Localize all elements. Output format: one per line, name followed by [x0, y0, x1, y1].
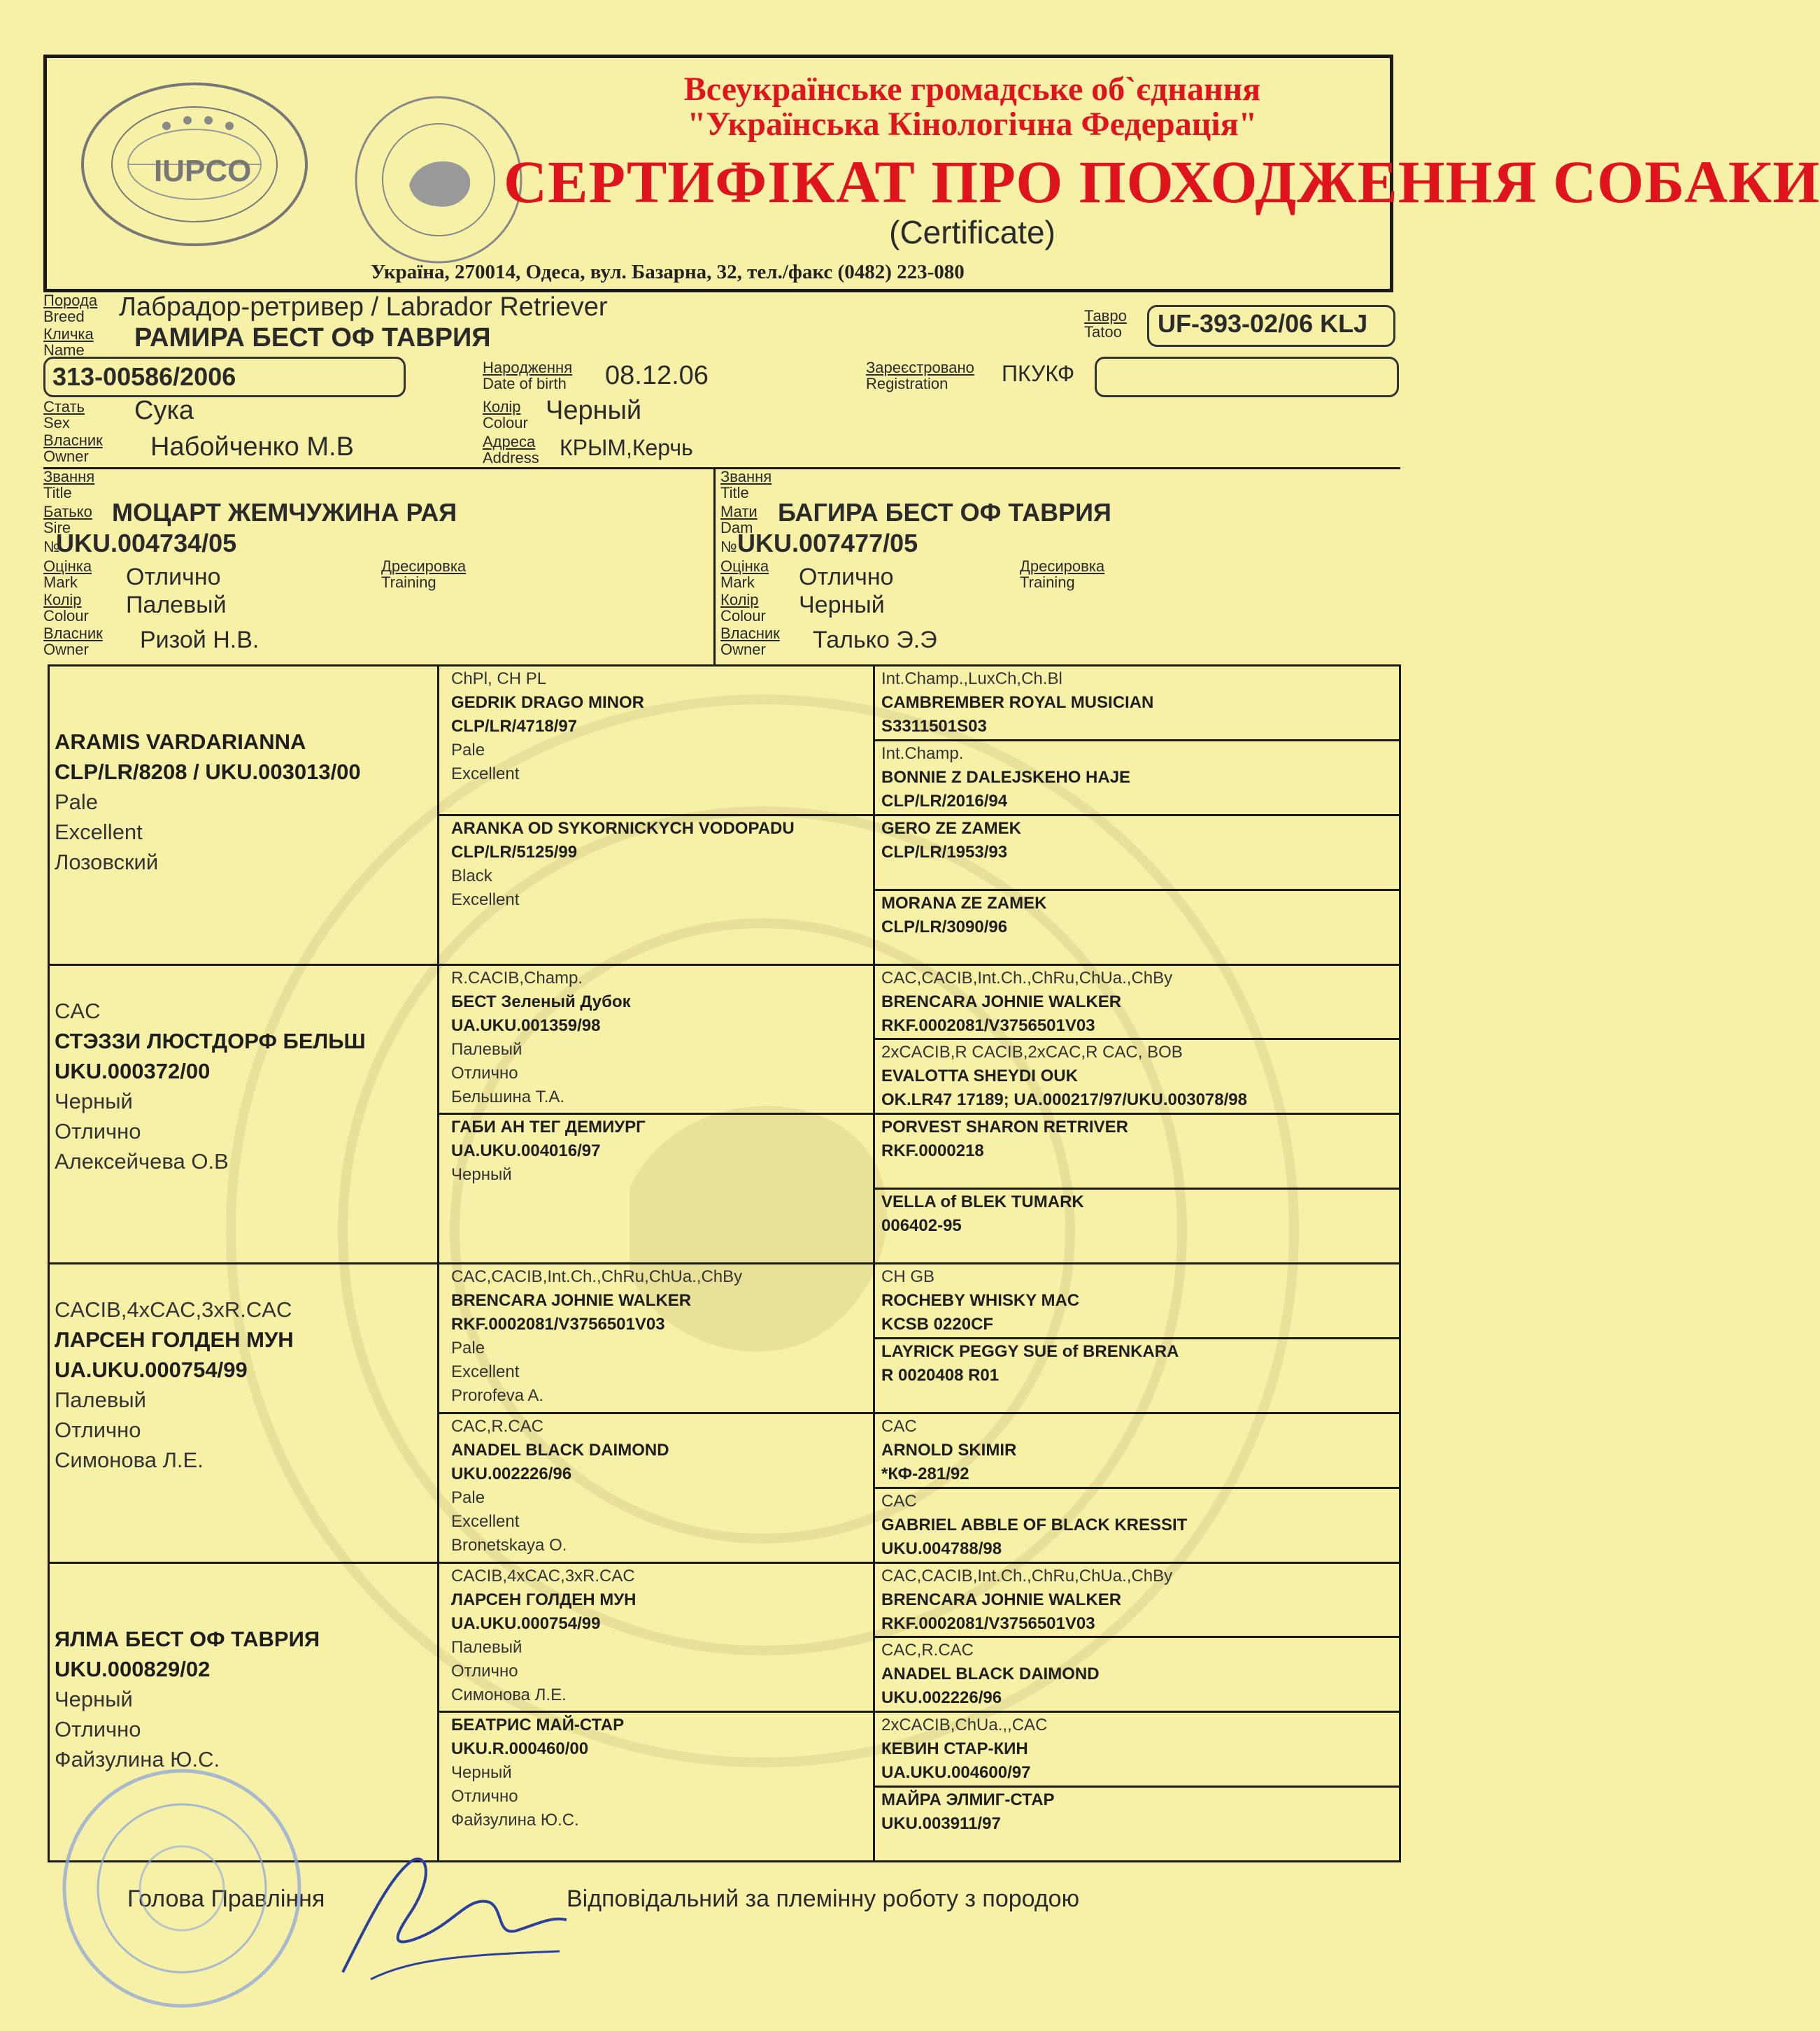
ancestor-number: UKU.004788/98: [881, 1539, 1002, 1558]
ancestor-colour: Pale: [451, 741, 485, 760]
pedigree-gen4-ancestor: [881, 965, 1395, 1037]
dam-number: UKU.007477/05: [737, 529, 918, 557]
pedigree-gen4-ancestor: [881, 1264, 1395, 1336]
ancestor-title: CACIB,4xCAC,3xR.CAC: [55, 1297, 292, 1322]
iupco-logo-text: IUPCO: [154, 154, 252, 188]
pedigree-gen4-ancestor: [881, 1712, 1395, 1784]
dam-colour-label: Колір Colour: [720, 591, 766, 625]
ancestor-colour: Pale: [451, 1488, 485, 1507]
ancestor-title: CAC: [881, 1416, 917, 1436]
ancestor-name: ЛАРСЕН ГОЛДЕН МУН: [55, 1327, 294, 1352]
pedigree-gen4-ancestor: [881, 1114, 1395, 1186]
ancestor-name: BRENCARA JOHNIE WALKER: [881, 992, 1122, 1011]
pedigree-gen2-ancestor: [55, 695, 430, 960]
sire-training-label: Дресировка Training: [381, 557, 467, 591]
ancestor-name: GERO ZE ZAMEK: [881, 818, 1022, 838]
ancestor-title: CAC,CACIB,Int.Ch.,ChRu,ChUa.,ChBy: [881, 968, 1173, 988]
ancestor-colour: Палевый: [55, 1388, 146, 1412]
ancestor-name: CAMBREMBER ROYAL MUSICIAN: [881, 693, 1154, 712]
ancestor-name: ARAMIS VARDARIANNA: [55, 729, 306, 754]
ancestor-name: ГАБИ АН ТЕГ ДЕМИУРГ: [451, 1118, 646, 1137]
colour-label: Колір Colour: [483, 398, 528, 432]
sire-name: МОЦАРТ ЖЕМЧУЖИНА РАЯ: [112, 498, 457, 527]
ancestor-mark: Excellent: [451, 1362, 520, 1381]
ancestor-title: ChPl, CH PL: [451, 669, 547, 688]
ancestor-name: ANADEL BLACK DAIMOND: [881, 1665, 1100, 1684]
pedigree-gen2-ancestor: [55, 1293, 430, 1558]
ancestor-colour: Pale: [55, 790, 99, 814]
ancestor-number: RKF.0002081/V3756501V03: [881, 1613, 1095, 1633]
ancestor-colour: Черный: [55, 1686, 133, 1711]
ancestor-name: BONNIE Z DALEJSKEHO HAJE: [881, 767, 1131, 787]
registration-label: Зареєстровано Registration: [866, 359, 974, 392]
pedigree-gen4-ancestor: [881, 1189, 1395, 1261]
pedigree-gen2-ancestor: [55, 995, 430, 1259]
pedigree-gen4-ancestor: [881, 1413, 1395, 1485]
ancestor-colour: Pale: [451, 1339, 485, 1357]
pedigree-gen4-ancestor: [881, 1563, 1395, 1635]
ancestor-number: UKU.002226/96: [881, 1688, 1002, 1708]
ancestor-number: UKU.002226/96: [451, 1464, 572, 1483]
pedigree-gen4-ancestor: [881, 1339, 1395, 1411]
dam-training-label: Дресировка Training: [1020, 557, 1105, 591]
certificate-title: СЕРТИФІКАТ ПРО ПОХОДЖЕННЯ СОБАКИ: [504, 148, 1820, 215]
ancestor-colour: Черный: [451, 1763, 512, 1783]
dog-name: РАМИРА БЕСТ ОФ ТАВРИЯ: [134, 323, 491, 352]
ancestor-title: R.CACIB,Champ.: [451, 968, 583, 988]
dam-owner: Талько Э.Э: [813, 627, 937, 653]
ancestor-owner: Файзулина Ю.С.: [55, 1746, 220, 1772]
ancestor-title: CAC: [55, 998, 101, 1023]
ancestor-name: PORVEST SHARON RETRIVER: [881, 1118, 1128, 1137]
ancestor-mark: Excellent: [55, 820, 143, 844]
ancestor-number: CLP/LR/4718/97: [451, 717, 578, 736]
sex-value: Сука: [134, 396, 194, 425]
ancestor-number: CLP/LR/3090/96: [881, 917, 1008, 936]
pedigree-gen3-ancestor: [451, 666, 867, 811]
ancestor-number: RKF.0002081/V3756501V03: [451, 1315, 665, 1334]
pedigree-gen4-ancestor: [881, 1787, 1395, 1859]
pedigree-gen4-ancestor: [881, 741, 1395, 813]
dob-value: 08.12.06: [605, 361, 709, 390]
sire-mark-label: Оцінка Mark: [43, 557, 92, 591]
dam-colour: Черный: [799, 592, 885, 618]
pedigree-gen3-ancestor: [451, 1114, 867, 1260]
ancestor-owner: Лозовский: [55, 850, 159, 874]
breed-value: Лабрадор-ретривер / Labrador Retriever: [119, 292, 608, 322]
colour-value: Черный: [546, 396, 642, 425]
registration-value: ПКУКФ: [1002, 361, 1075, 386]
ancestor-number: UA.UKU.001359/98: [451, 1016, 601, 1035]
owner-value: Набойченко М.В: [150, 432, 354, 462]
ancestor-owner: Симонова Л.Е.: [451, 1685, 567, 1704]
ancestor-number: S3311501S03: [881, 717, 987, 736]
pedigree-gen3-ancestor: [451, 815, 867, 961]
ancestor-mark: Отлично: [451, 1063, 518, 1083]
dam-label: Мати Dam: [720, 503, 758, 536]
ancestor-name: БЕСТ Зеленый Дубок: [451, 992, 631, 1011]
ancestor-name: VELLA of BLEK TUMARK: [881, 1192, 1084, 1212]
ancestor-number: *КФ-281/92: [881, 1464, 969, 1483]
footer-breeding-officer: Відповідальний за племінну роботу з породою: [567, 1886, 1080, 1912]
pedigree-gen4-ancestor: [881, 815, 1395, 888]
ancestor-number: CLP/LR/2016/94: [881, 791, 1008, 811]
ancestor-name: БЕАТРИС МАЙ-СТАР: [451, 1716, 625, 1735]
sire-no-label: №: [43, 538, 60, 555]
sire-owner: Ризой Н.В.: [140, 627, 260, 653]
certificate-subtitle: (Certificate): [889, 214, 1055, 250]
ancestor-title: CAC: [881, 1491, 917, 1511]
ancestor-name: GEDRIK DRAGO MINOR: [451, 693, 644, 712]
ancestor-number: UA.UKU.004600/97: [881, 1763, 1031, 1783]
dam-owner-label: Власник Owner: [720, 625, 780, 658]
ancestor-number: UKU.000829/02: [55, 1656, 211, 1681]
sire-title-label: Звання Title: [43, 468, 95, 501]
ancestor-owner: Bronetskaya O.: [451, 1535, 567, 1555]
sire-mark: Отлично: [126, 564, 221, 590]
official-stamp: [56, 1762, 308, 2014]
pedigree-gen4-ancestor: [881, 666, 1395, 738]
tattoo-label: Тавро Tatoo: [1084, 307, 1127, 341]
ancestor-number: UA.UKU.004016/97: [451, 1141, 601, 1161]
header-line2: "Українська Кінологічна Федерація": [687, 106, 1258, 143]
pedigree-gen3-ancestor: [451, 1563, 867, 1709]
sire-owner-label: Власник Owner: [43, 625, 103, 658]
ancestor-name: ЛАРСЕН ГОЛДЕН МУН: [451, 1590, 637, 1609]
pedigree-right-border: [1399, 664, 1401, 1862]
ancestor-name: BRENCARA JOHNIE WALKER: [451, 1291, 692, 1310]
footer-chairman: Голова Правління: [127, 1886, 325, 1912]
address-value: КРЫМ,Керчь: [560, 435, 693, 460]
pedigree-gen4-ancestor: [881, 1039, 1395, 1111]
ancestor-title: [55, 1594, 430, 1624]
dam-mark-label: Оцінка Mark: [720, 557, 769, 591]
breed-label: Порода Breed: [43, 292, 98, 325]
ancestor-name: MORANA ZE ZAMEK: [881, 893, 1047, 913]
dam-name: БАГИРА БЕСТ ОФ ТАВРИЯ: [778, 498, 1111, 527]
ancestor-colour: Палевый: [451, 1637, 522, 1657]
ancestor-name: EVALOTTA SHEYDI OUK: [881, 1067, 1078, 1086]
ancestor-title: CAC,CACIB,Int.Ch.,ChRu,ChUa.,ChBy: [451, 1267, 743, 1286]
ancestor-name: BRENCARA JOHNIE WALKER: [881, 1590, 1122, 1609]
ancestor-number: OK.LR47 17189; UA.000217/97/UKU.003078/98: [881, 1090, 1247, 1110]
ancestor-title: CAC,R.CAC: [881, 1641, 974, 1660]
ancestor-colour: Палевый: [451, 1039, 522, 1059]
ancestor-number: UKU.003911/97: [881, 1814, 1001, 1834]
ancestor-number: UA.UKU.000754/99: [55, 1357, 248, 1382]
sire-number: UKU.004734/05: [56, 529, 237, 557]
ancestor-title: [55, 697, 430, 727]
ancestor-number: R 0020408 R01: [881, 1365, 1000, 1385]
dob-label: Народження Date of birth: [483, 359, 573, 392]
ancestor-colour: Черный: [55, 1088, 133, 1113]
ancestor-title: CACIB,4xCAC,3xR.CAC: [451, 1566, 635, 1585]
ancestor-name: ANADEL BLACK DAIMOND: [451, 1440, 669, 1460]
ancestor-title: 2xCACIB,ChUa.,,CAC: [881, 1716, 1048, 1735]
ancestor-name: КЕВИН СТАР-КИН: [881, 1739, 1028, 1759]
ancestor-owner: Алексейчева О.В: [55, 1148, 229, 1174]
ancestor-number: CLP/LR/5125/99: [451, 842, 578, 862]
ancestor-mark: Excellent: [451, 764, 520, 783]
ancestor-number: CLP/LR/1953/93: [881, 842, 1008, 862]
ancestor-number: CLP/LR/8208 / UKU.003013/00: [55, 760, 361, 784]
ancestor-name: ARANKA OD SYKORNICKYCH VODOPADU: [451, 818, 795, 838]
ancestor-mark: Отлично: [55, 1118, 141, 1143]
ancestor-owner: Файзулина Ю.С.: [451, 1811, 579, 1830]
pedigree-gen4-ancestor: [881, 1488, 1395, 1560]
pedigree-gen4-ancestor: [881, 1637, 1395, 1709]
owner-label: Власник Owner: [43, 432, 103, 465]
header-address: Україна, 270014, Одеса, вул. Базарна, 32, тел./факс (0482) 223-080: [371, 261, 965, 283]
ancestor-name: GABRIEL ABBLE OF BLACK KRESSIT: [881, 1515, 1188, 1534]
ancestor-name: ЯЛМА БЕСТ ОФ ТАВРИЯ: [55, 1626, 320, 1651]
name-label: Кличка Name: [43, 325, 94, 359]
ancestor-number: KCSB 0220CF: [881, 1315, 994, 1334]
tattoo-value: UF-393-02/06 KLJ: [1158, 309, 1368, 338]
ancestor-mark: Отлично: [55, 1716, 141, 1741]
ancestor-number: UA.UKU.000754/99: [451, 1613, 601, 1633]
pedigree-gen3-ancestor: [451, 1413, 867, 1559]
ancestor-mark: Отлично: [451, 1787, 518, 1806]
sire-colour-label: Колір Colour: [43, 591, 89, 625]
ancestor-owner: Бельшина Т.А.: [451, 1087, 565, 1106]
ancestor-number: RKF.0002081/V3756501V03: [881, 1016, 1095, 1035]
ancestor-mark: Excellent: [451, 1511, 520, 1531]
pedigree-gen3-ancestor: [451, 965, 867, 1111]
ancestor-name: ROCHEBY WHISKY MAC: [881, 1291, 1080, 1310]
sire-label: Батько Sire: [43, 503, 92, 536]
dam-title-label: Звання Title: [720, 468, 772, 501]
ancestor-number: RKF.0000218: [881, 1141, 984, 1161]
ancestor-number: 006402-95: [881, 1216, 962, 1236]
ancestor-name: ARNOLD SKIMIR: [881, 1440, 1017, 1460]
ancestor-title: Int.Champ.: [881, 743, 964, 763]
ancestor-name: LAYRICK PEGGY SUE of BRENKARA: [881, 1341, 1179, 1361]
dam-mark: Отлично: [799, 564, 894, 590]
sex-label: Стать Sex: [43, 398, 85, 432]
ancestor-mark: Отлично: [55, 1418, 141, 1442]
ancestor-name: СТЭЗЗИ ЛЮСТДОРФ БЕЛЬШ: [55, 1028, 366, 1053]
ancestor-mark: Excellent: [451, 890, 520, 909]
ancestor-title: CH GB: [881, 1267, 935, 1286]
signature: [329, 1832, 581, 2000]
sire-colour: Палевый: [126, 592, 227, 618]
ancestor-number: UKU.R.000460/00: [451, 1739, 589, 1759]
pedigree-gen3-ancestor: [451, 1264, 867, 1409]
ancestor-mark: Отлично: [451, 1661, 518, 1681]
ancestor-title: CAC,R.CAC: [451, 1416, 544, 1436]
dam-no-label: №: [720, 538, 737, 555]
ancestor-title: Int.Champ.,LuxCh,Ch.Bl: [881, 669, 1062, 688]
dog-number: 313-00586/2006: [52, 362, 236, 391]
ancestor-colour: Black: [451, 866, 492, 885]
ancestor-title: CAC,CACIB,Int.Ch.,ChRu,ChUa.,ChBy: [881, 1566, 1173, 1585]
address-label: Адреса Address: [483, 433, 539, 466]
ancestor-title: 2xCACIB,R CACIB,2xCAC,R CAC, BOB: [881, 1043, 1183, 1062]
ancestor-owner: Prorofeva A.: [451, 1386, 544, 1405]
ancestor-name: МАЙРА ЭЛМИГ-СТАР: [881, 1790, 1055, 1810]
ancestor-number: UKU.000372/00: [55, 1058, 211, 1083]
ancestor-colour: Черный: [451, 1165, 512, 1185]
pedigree-gen4-ancestor: [881, 890, 1395, 962]
header-line1: Всеукраїнське громадське об`єднання: [683, 71, 1261, 108]
ancestor-owner: Симонова Л.Е.: [55, 1448, 204, 1472]
